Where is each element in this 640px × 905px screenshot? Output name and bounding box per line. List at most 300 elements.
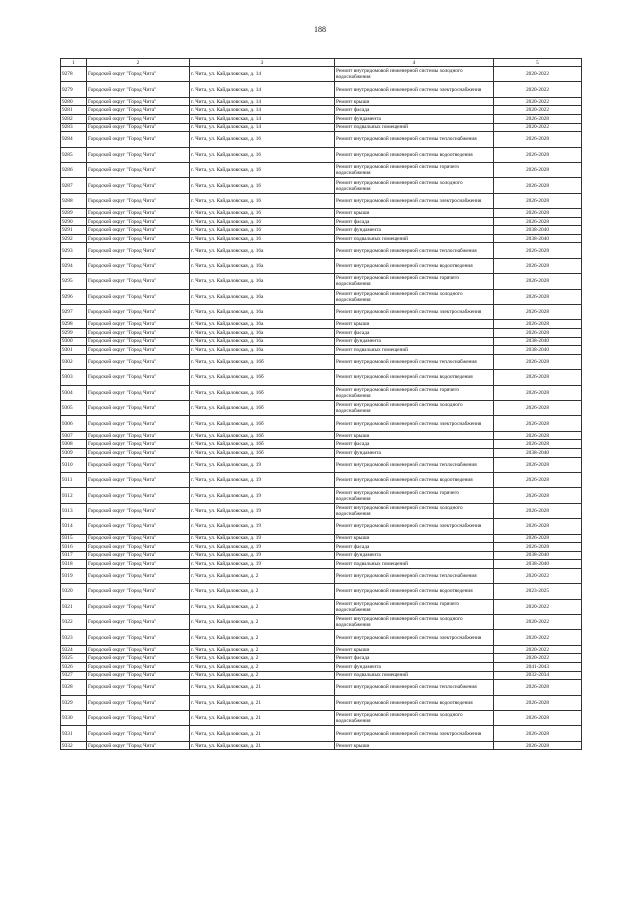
row-number-cell: 9290 xyxy=(61,217,87,226)
municipality-cell: Городской округ "Город Чита" xyxy=(87,400,190,415)
municipality-cell: Городской округ "Город Чита" xyxy=(87,147,190,162)
table-row xyxy=(61,645,582,654)
municipality-cell: Городской округ "Город Чита" xyxy=(87,132,190,147)
work-type-cell: Ремонт внутридомовой инженерной системы водоотведения xyxy=(335,695,494,710)
row-number-cell: 9313 xyxy=(61,503,87,518)
work-type-cell: Ремонт подвальных помещений xyxy=(335,123,494,132)
address-cell: г. Чита, ул. Кайдаловская, д. 19 xyxy=(190,472,335,487)
row-number-cell: 9284 xyxy=(61,132,87,147)
term-cell: 2026-2028 xyxy=(494,534,582,543)
term-cell: 2026-2028 xyxy=(494,710,582,725)
municipality-cell: Городской округ "Город Чита" xyxy=(87,258,190,273)
municipality-cell: Городской округ "Город Чита" xyxy=(87,217,190,226)
work-type-cell: Ремонт внутридомовой инженерной системы холодного водоснабжения xyxy=(335,710,494,725)
address-cell: г. Чита, ул. Кайдаловская, д. 16б xyxy=(190,440,335,449)
work-type-cell: Ремонт крыши xyxy=(335,534,494,543)
term-cell: 2026-2028 xyxy=(494,147,582,162)
work-type-cell: Ремонт внутридомовой инженерной системы теплоснабжения xyxy=(335,243,494,258)
work-type-cell: Ремонт внутридомовой инженерной системы холодного водоснабжения xyxy=(335,67,494,82)
table-row xyxy=(61,97,582,106)
row-number-cell: 9301 xyxy=(61,346,87,355)
municipality-cell: Городской округ "Город Чита" xyxy=(87,534,190,543)
term-cell: 2026-2028 xyxy=(494,472,582,487)
term-cell: 2041-2043 xyxy=(494,663,582,672)
term-cell: 2020-2022 xyxy=(494,568,582,583)
address-cell: г. Чита, ул. Кайдаловская, д. 14 xyxy=(190,82,335,97)
municipality-cell: Городской округ "Город Чита" xyxy=(87,599,190,614)
work-type-cell: Ремонт фундамента xyxy=(335,337,494,346)
term-cell: 2038-2040 xyxy=(494,448,582,457)
work-type-cell: Ремонт крыши xyxy=(335,645,494,654)
municipality-cell: Городской округ "Город Чита" xyxy=(87,162,190,177)
table-row xyxy=(61,217,582,226)
address-cell: г. Чита, ул. Кайдаловская, д. 2 xyxy=(190,630,335,645)
term-cell: 2026-2028 xyxy=(494,258,582,273)
address-cell: г. Чита, ул. Кайдаловская, д. 16б xyxy=(190,370,335,385)
table-row xyxy=(61,710,582,725)
address-cell: г. Чита, ул. Кайдаловская, д. 16 xyxy=(190,209,335,218)
address-cell: г. Чита, ул. Кайдаловская, д. 16а xyxy=(190,289,335,304)
address-cell: г. Чита, ул. Кайдаловская, д. 16 xyxy=(190,162,335,177)
work-type-cell: Ремонт внутридомовой инженерной системы водоотведения xyxy=(335,472,494,487)
work-type-cell: Ремонт крыши xyxy=(335,741,494,750)
municipality-cell: Городской округ "Город Чита" xyxy=(87,584,190,599)
work-type-cell: Ремонт внутридомовой инженерной системы теплоснабжения xyxy=(335,132,494,147)
row-number-cell: 9278 xyxy=(61,67,87,82)
column-header: 3 xyxy=(190,59,335,67)
row-number-cell: 9299 xyxy=(61,329,87,338)
table-row xyxy=(61,305,582,320)
column-header: 4 xyxy=(335,59,494,67)
table-row xyxy=(61,400,582,415)
term-cell: 2026-2028 xyxy=(494,274,582,289)
municipality-cell: Городской округ "Город Чита" xyxy=(87,503,190,518)
address-cell: г. Чита, ул. Кайдаловская, д. 16 xyxy=(190,217,335,226)
table-row xyxy=(61,416,582,431)
work-type-cell: Ремонт фундамента xyxy=(335,551,494,560)
municipality-cell: Городской округ "Город Чита" xyxy=(87,243,190,258)
term-cell: 2020-2022 xyxy=(494,106,582,115)
row-number-cell: 9293 xyxy=(61,243,87,258)
municipality-cell: Городской округ "Город Чита" xyxy=(87,385,190,400)
table-row xyxy=(61,320,582,329)
address-cell: г. Чита, ул. Кайдаловская, д. 19 xyxy=(190,488,335,503)
row-number-cell: 9304 xyxy=(61,385,87,400)
address-cell: г. Чита, ул. Кайдаловская, д. 14 xyxy=(190,114,335,123)
work-type-cell: Ремонт крыши xyxy=(335,431,494,440)
municipality-cell: Городской округ "Город Чита" xyxy=(87,370,190,385)
address-cell: г. Чита, ул. Кайдаловская, д. 16 xyxy=(190,147,335,162)
term-cell: 2032-2034 xyxy=(494,671,582,680)
term-cell: 2026-2028 xyxy=(494,162,582,177)
work-type-cell: Ремонт внутридомовой инженерной системы водоотведения xyxy=(335,258,494,273)
municipality-cell: Городской округ "Город Чита" xyxy=(87,193,190,208)
work-type-cell: Ремонт внутридомовой инженерной системы горячего водоснабжения xyxy=(335,599,494,614)
row-number-cell: 9325 xyxy=(61,654,87,663)
table-row xyxy=(61,82,582,97)
municipality-cell: Городской округ "Город Чита" xyxy=(87,226,190,235)
row-number-cell: 9328 xyxy=(61,680,87,695)
term-cell: 2026-2028 xyxy=(494,741,582,750)
term-cell: 2026-2028 xyxy=(494,457,582,472)
municipality-cell: Городской округ "Город Чита" xyxy=(87,114,190,123)
work-type-cell: Ремонт внутридомовой инженерной системы водоотведения xyxy=(335,584,494,599)
row-number-cell: 9305 xyxy=(61,400,87,415)
table-row xyxy=(61,114,582,123)
term-cell: 2038-2040 xyxy=(494,234,582,243)
row-number-cell: 9307 xyxy=(61,431,87,440)
municipality-cell: Городской округ "Город Чита" xyxy=(87,710,190,725)
table-row xyxy=(61,226,582,235)
row-number-cell: 9296 xyxy=(61,289,87,304)
address-cell: г. Чита, ул. Кайдаловская, д. 16 xyxy=(190,193,335,208)
term-cell: 2026-2028 xyxy=(494,305,582,320)
work-type-cell: Ремонт внутридомовой инженерной системы электроснабжения xyxy=(335,305,494,320)
row-number-cell: 9326 xyxy=(61,663,87,672)
row-number-cell: 9285 xyxy=(61,147,87,162)
address-cell: г. Чита, ул. Кайдаловская, д. 21 xyxy=(190,710,335,725)
term-cell: 2026-2028 xyxy=(494,329,582,338)
municipality-cell: Городской округ "Город Чита" xyxy=(87,82,190,97)
term-cell: 2026-2028 xyxy=(494,320,582,329)
municipality-cell: Городской округ "Город Чита" xyxy=(87,289,190,304)
term-cell: 2020-2022 xyxy=(494,615,582,630)
row-number-cell: 9316 xyxy=(61,543,87,552)
column-header: 5 xyxy=(494,59,582,67)
work-type-cell: Ремонт внутридомовой инженерной системы электроснабжения xyxy=(335,726,494,741)
page-number: 188 xyxy=(314,25,326,34)
work-type-cell: Ремонт внутридомовой инженерной системы холодного водоснабжения xyxy=(335,289,494,304)
table-row xyxy=(61,106,582,115)
municipality-cell: Городской округ "Город Чита" xyxy=(87,329,190,338)
row-number-cell: 9332 xyxy=(61,741,87,750)
term-cell: 2026-2028 xyxy=(494,243,582,258)
term-cell: 2026-2028 xyxy=(494,209,582,218)
table-row xyxy=(61,726,582,741)
address-cell: г. Чита, ул. Кайдаловская, д. 14 xyxy=(190,67,335,82)
row-number-cell: 9282 xyxy=(61,114,87,123)
term-cell: 2038-2040 xyxy=(494,551,582,560)
term-cell: 2026-2028 xyxy=(494,726,582,741)
municipality-cell: Городской округ "Город Чита" xyxy=(87,551,190,560)
term-cell: 2026-2028 xyxy=(494,431,582,440)
municipality-cell: Городской округ "Город Чита" xyxy=(87,346,190,355)
table-row xyxy=(61,551,582,560)
municipality-cell: Городской округ "Город Чита" xyxy=(87,695,190,710)
row-number-cell: 9311 xyxy=(61,472,87,487)
municipality-cell: Городской округ "Город Чита" xyxy=(87,457,190,472)
table-row xyxy=(61,431,582,440)
address-cell: г. Чита, ул. Кайдаловская, д. 16а xyxy=(190,243,335,258)
row-number-cell: 9312 xyxy=(61,488,87,503)
municipality-cell: Городской округ "Город Чита" xyxy=(87,630,190,645)
work-type-cell: Ремонт подвальных помещений xyxy=(335,671,494,680)
row-number-cell: 9322 xyxy=(61,615,87,630)
row-number-cell: 9287 xyxy=(61,178,87,193)
table-row xyxy=(61,457,582,472)
address-cell: г. Чита, ул. Кайдаловская, д. 16а xyxy=(190,258,335,273)
row-number-cell: 9330 xyxy=(61,710,87,725)
column-header: 2 xyxy=(87,59,190,67)
municipality-cell: Городской округ "Город Чита" xyxy=(87,106,190,115)
row-number-cell: 9295 xyxy=(61,274,87,289)
column-header: 1 xyxy=(61,59,87,67)
row-number-cell: 9283 xyxy=(61,123,87,132)
row-number-cell: 9321 xyxy=(61,599,87,614)
work-type-cell: Ремонт фасада xyxy=(335,440,494,449)
term-cell: 2026-2028 xyxy=(494,370,582,385)
address-cell: г. Чита, ул. Кайдаловская, д. 16а xyxy=(190,320,335,329)
municipality-cell: Городской округ "Город Чита" xyxy=(87,568,190,583)
municipality-cell: Городской округ "Город Чита" xyxy=(87,488,190,503)
table-row xyxy=(61,440,582,449)
municipality-cell: Городской округ "Город Чита" xyxy=(87,440,190,449)
work-type-cell: Ремонт фасада xyxy=(335,329,494,338)
address-cell: г. Чита, ул. Кайдаловская, д. 19 xyxy=(190,503,335,518)
work-type-cell: Ремонт внутридомовой инженерной системы горячего водоснабжения xyxy=(335,488,494,503)
work-type-cell: Ремонт внутридомовой инженерной системы горячего водоснабжения xyxy=(335,385,494,400)
municipality-cell: Городской округ "Город Чита" xyxy=(87,320,190,329)
table-row xyxy=(61,663,582,672)
address-cell: г. Чита, ул. Кайдаловская, д. 16 xyxy=(190,234,335,243)
address-cell: г. Чита, ул. Кайдаловская, д. 19 xyxy=(190,519,335,534)
address-cell: г. Чита, ул. Кайдаловская, д. 14 xyxy=(190,97,335,106)
address-cell: г. Чита, ул. Кайдаловская, д. 16 xyxy=(190,132,335,147)
table-row xyxy=(61,209,582,218)
municipality-cell: Городской округ "Город Чита" xyxy=(87,615,190,630)
work-type-cell: Ремонт фасада xyxy=(335,217,494,226)
table-row xyxy=(61,147,582,162)
term-cell: 2026-2028 xyxy=(494,178,582,193)
row-number-cell: 9288 xyxy=(61,193,87,208)
work-type-cell: Ремонт внутридомовой инженерной системы теплоснабжения xyxy=(335,354,494,369)
work-type-cell: Ремонт внутридомовой инженерной системы электроснабжения xyxy=(335,519,494,534)
term-cell: 2020-2022 xyxy=(494,599,582,614)
term-cell: 2026-2028 xyxy=(494,400,582,415)
address-cell: г. Чита, ул. Кайдаловская, д. 21 xyxy=(190,695,335,710)
term-cell: 2026-2028 xyxy=(494,132,582,147)
address-cell: г. Чита, ул. Кайдаловская, д. 16б xyxy=(190,354,335,369)
term-cell: 2026-2028 xyxy=(494,519,582,534)
address-cell: г. Чита, ул. Кайдаловская, д. 16а xyxy=(190,337,335,346)
table-row xyxy=(61,630,582,645)
address-cell: г. Чита, ул. Кайдаловская, д. 2 xyxy=(190,599,335,614)
municipality-cell: Городской округ "Город Чита" xyxy=(87,519,190,534)
term-cell: 2020-2022 xyxy=(494,645,582,654)
work-type-cell: Ремонт фундамента xyxy=(335,448,494,457)
work-type-cell: Ремонт внутридомовой инженерной системы водоотведения xyxy=(335,370,494,385)
term-cell: 2020-2022 xyxy=(494,97,582,106)
row-number-cell: 9318 xyxy=(61,560,87,569)
municipality-cell: Городской округ "Город Чита" xyxy=(87,67,190,82)
row-number-cell: 9329 xyxy=(61,695,87,710)
row-number-cell: 9279 xyxy=(61,82,87,97)
row-number-cell: 9323 xyxy=(61,630,87,645)
address-cell: г. Чита, ул. Кайдаловская, д. 16б xyxy=(190,385,335,400)
row-number-cell: 9298 xyxy=(61,320,87,329)
term-cell: 2020-2022 xyxy=(494,654,582,663)
table-row xyxy=(61,472,582,487)
address-cell: г. Чита, ул. Кайдаловская, д. 19 xyxy=(190,534,335,543)
municipality-cell: Городской округ "Город Чита" xyxy=(87,178,190,193)
term-cell: 2026-2028 xyxy=(494,416,582,431)
address-cell: г. Чита, ул. Кайдаловская, д. 2 xyxy=(190,615,335,630)
term-cell: 2020-2022 xyxy=(494,123,582,132)
address-cell: г. Чита, ул. Кайдаловская, д. 2 xyxy=(190,663,335,672)
table-row xyxy=(61,243,582,258)
term-cell: 2026-2028 xyxy=(494,695,582,710)
row-number-cell: 9281 xyxy=(61,106,87,115)
address-cell: г. Чита, ул. Кайдаловская, д. 19 xyxy=(190,457,335,472)
row-number-cell: 9297 xyxy=(61,305,87,320)
row-number-cell: 9291 xyxy=(61,226,87,235)
table-row xyxy=(61,258,582,273)
row-number-cell: 9286 xyxy=(61,162,87,177)
municipality-cell: Городской округ "Город Чита" xyxy=(87,274,190,289)
municipality-cell: Городской округ "Город Чита" xyxy=(87,337,190,346)
row-number-cell: 9309 xyxy=(61,448,87,457)
term-cell: 2026-2028 xyxy=(494,385,582,400)
address-cell: г. Чита, ул. Кайдаловская, д. 14 xyxy=(190,106,335,115)
term-cell: 2020-2022 xyxy=(494,67,582,82)
term-cell: 2026-2028 xyxy=(494,543,582,552)
address-cell: г. Чита, ул. Кайдаловская, д. 21 xyxy=(190,741,335,750)
term-cell: 2026-2028 xyxy=(494,488,582,503)
municipality-cell: Городской округ "Город Чита" xyxy=(87,741,190,750)
row-number-cell: 9289 xyxy=(61,209,87,218)
table-row xyxy=(61,448,582,457)
work-type-cell: Ремонт внутридомовой инженерной системы электроснабжения xyxy=(335,630,494,645)
row-number-cell: 9319 xyxy=(61,568,87,583)
term-cell: 2020-2022 xyxy=(494,630,582,645)
table-row xyxy=(61,329,582,338)
municipality-cell: Городской округ "Город Чита" xyxy=(87,663,190,672)
table-row xyxy=(61,123,582,132)
table-row xyxy=(61,488,582,503)
row-number-cell: 9315 xyxy=(61,534,87,543)
row-number-cell: 9292 xyxy=(61,234,87,243)
table-row xyxy=(61,599,582,614)
row-number-cell: 9300 xyxy=(61,337,87,346)
work-type-cell: Ремонт внутридомовой инженерной системы холодного водоснабжения xyxy=(335,400,494,415)
work-type-cell: Ремонт внутридомовой инженерной системы электроснабжения xyxy=(335,82,494,97)
term-cell: 2038-2040 xyxy=(494,346,582,355)
municipality-cell: Городской округ "Город Чита" xyxy=(87,416,190,431)
table-row xyxy=(61,680,582,695)
row-number-cell: 9320 xyxy=(61,584,87,599)
work-type-cell: Ремонт подвальных помещений xyxy=(335,560,494,569)
address-cell: г. Чита, ул. Кайдаловская, д. 16а xyxy=(190,305,335,320)
term-cell: 2020-2022 xyxy=(494,82,582,97)
term-cell: 2038-2040 xyxy=(494,560,582,569)
table-row xyxy=(61,354,582,369)
municipality-cell: Городской округ "Город Чита" xyxy=(87,448,190,457)
table-row xyxy=(61,543,582,552)
municipality-cell: Городской округ "Город Чита" xyxy=(87,472,190,487)
row-number-cell: 9302 xyxy=(61,354,87,369)
work-type-cell: Ремонт внутридомовой инженерной системы горячего водоснабжения xyxy=(335,162,494,177)
row-number-cell: 9308 xyxy=(61,440,87,449)
work-type-cell: Ремонт подвальных помещений xyxy=(335,346,494,355)
row-number-cell: 9317 xyxy=(61,551,87,560)
municipality-cell: Городской округ "Город Чита" xyxy=(87,726,190,741)
municipality-cell: Городской округ "Город Чита" xyxy=(87,123,190,132)
municipality-cell: Городской округ "Город Чита" xyxy=(87,431,190,440)
term-cell: 2026-2028 xyxy=(494,440,582,449)
term-cell: 2023-2025 xyxy=(494,584,582,599)
work-type-cell: Ремонт внутридомовой инженерной системы теплоснабжения xyxy=(335,457,494,472)
address-cell: г. Чита, ул. Кайдаловская, д. 16 xyxy=(190,226,335,235)
work-type-cell: Ремонт внутридомовой инженерной системы электроснабжения xyxy=(335,416,494,431)
work-type-cell: Ремонт внутридомовой инженерной системы водоотведения xyxy=(335,147,494,162)
address-cell: г. Чита, ул. Кайдаловская, д. 19 xyxy=(190,543,335,552)
municipality-cell: Городской округ "Город Чита" xyxy=(87,645,190,654)
address-cell: г. Чита, ул. Кайдаловская, д. 16б xyxy=(190,448,335,457)
address-cell: г. Чита, ул. Кайдаловская, д. 2 xyxy=(190,645,335,654)
municipality-cell: Городской округ "Город Чита" xyxy=(87,354,190,369)
term-cell: 2026-2028 xyxy=(494,289,582,304)
table-row xyxy=(61,568,582,583)
municipality-cell: Городской округ "Город Чита" xyxy=(87,680,190,695)
address-cell: г. Чита, ул. Кайдаловская, д. 16а xyxy=(190,346,335,355)
table-row xyxy=(61,337,582,346)
header-row xyxy=(61,59,582,67)
table-row xyxy=(61,534,582,543)
term-cell: 2026-2028 xyxy=(494,680,582,695)
table-row xyxy=(61,671,582,680)
repair-schedule-table xyxy=(60,58,582,750)
table-row xyxy=(61,289,582,304)
address-cell: г. Чита, ул. Кайдаловская, д. 2 xyxy=(190,671,335,680)
row-number-cell: 9306 xyxy=(61,416,87,431)
address-cell: г. Чита, ул. Кайдаловская, д. 16б xyxy=(190,431,335,440)
address-cell: г. Чита, ул. Кайдаловская, д. 21 xyxy=(190,726,335,741)
row-number-cell: 9314 xyxy=(61,519,87,534)
table-row xyxy=(61,178,582,193)
work-type-cell: Ремонт внутридомовой инженерной системы холодного водоснабжения xyxy=(335,615,494,630)
term-cell: 2038-2040 xyxy=(494,337,582,346)
term-cell: 2026-2028 xyxy=(494,503,582,518)
address-cell: г. Чита, ул. Кайдаловская, д. 16а xyxy=(190,329,335,338)
table-row xyxy=(61,503,582,518)
municipality-cell: Городской округ "Город Чита" xyxy=(87,305,190,320)
row-number-cell: 9327 xyxy=(61,671,87,680)
table-row xyxy=(61,162,582,177)
table-row xyxy=(61,615,582,630)
table-row xyxy=(61,346,582,355)
work-type-cell: Ремонт фундамента xyxy=(335,226,494,235)
work-type-cell: Ремонт крыши xyxy=(335,320,494,329)
work-type-cell: Ремонт подвальных помещений xyxy=(335,234,494,243)
address-cell: г. Чита, ул. Кайдаловская, д. 19 xyxy=(190,560,335,569)
row-number-cell: 9331 xyxy=(61,726,87,741)
work-type-cell: Ремонт внутридомовой инженерной системы теплоснабжения xyxy=(335,680,494,695)
work-type-cell: Ремонт фундамента xyxy=(335,663,494,672)
work-type-cell: Ремонт фасада xyxy=(335,654,494,663)
term-cell: 2026-2028 xyxy=(494,114,582,123)
table-row xyxy=(61,67,582,82)
table-row xyxy=(61,234,582,243)
address-cell: г. Чита, ул. Кайдаловская, д. 2 xyxy=(190,584,335,599)
table-row xyxy=(61,519,582,534)
row-number-cell: 9294 xyxy=(61,258,87,273)
table-row xyxy=(61,132,582,147)
address-cell: г. Чита, ул. Кайдаловская, д. 21 xyxy=(190,680,335,695)
address-cell: г. Чита, ул. Кайдаловская, д. 16б xyxy=(190,400,335,415)
address-cell: г. Чита, ул. Кайдаловская, д. 14 xyxy=(190,123,335,132)
row-number-cell: 9324 xyxy=(61,645,87,654)
municipality-cell: Городской округ "Город Чита" xyxy=(87,560,190,569)
